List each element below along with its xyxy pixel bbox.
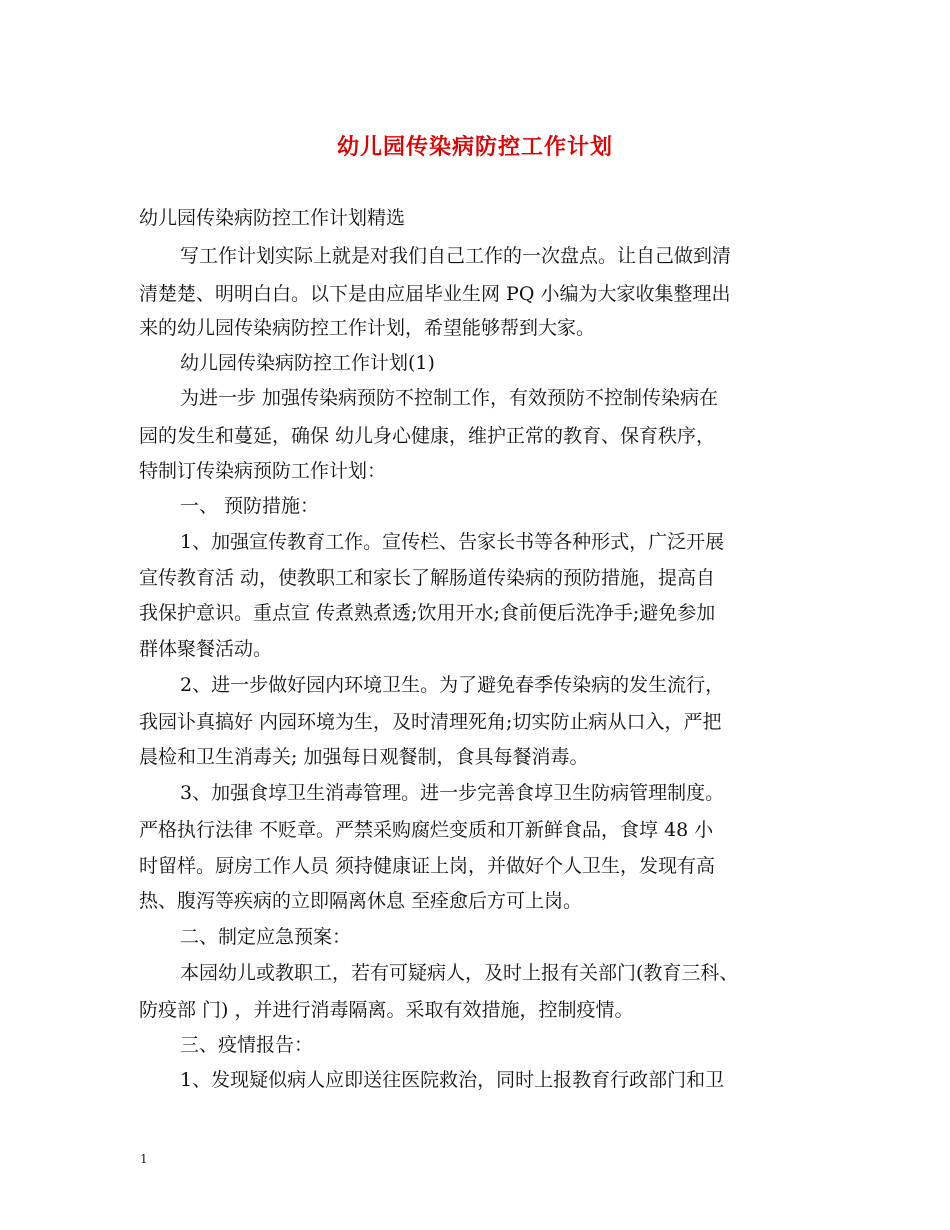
text-line: 三、疫情报告： xyxy=(180,1034,314,1056)
text-line: 1、发现疑似病人应即送往医院救治，同时上报教育行政部门和卫 xyxy=(180,1069,725,1091)
text-line: 幼儿园传染病防控工作计划(1) xyxy=(180,352,435,374)
text-line: 热、腹泻等疾病的立即隔离休息 至痊愈后方可上岗。 xyxy=(139,890,583,912)
text-line: 清楚楚、明明白白。以下是由应届毕业生网 PQ 小编为大家收集整理出 xyxy=(139,283,731,305)
text-line: 2、进一步做好园内环境卫生。为了避免春季传染病的发生流行， xyxy=(180,674,725,696)
text-line: 为进一步 加强传染病预防不控制工作，有效预防不控制传染病在 xyxy=(180,387,719,409)
text-line: 园的发生和蔓延，确保 幼儿身心健康，维护正常的教育、保育秩序， xyxy=(139,425,716,447)
text-line: 幼儿园传染病防控工作计划精选 xyxy=(139,207,406,229)
text-line: 我园讣真搞好 内园环境为生，及时清理死角;切实防止病从口入，严把 xyxy=(139,711,722,733)
text-line: 1、加强宣传教育工作。宣传栏、告家长书等各种形式，广泛开展 xyxy=(180,531,725,553)
text-line: 二、制定应急预案： xyxy=(180,926,352,948)
text-line: 防疫部 门) ，并进行消毒隔离。采取有效措施，控制疫情。 xyxy=(139,999,634,1021)
document-title: 幼儿园传染病防控工作计划 xyxy=(336,134,613,160)
text-line: 本园幼儿或教职工，若有可疑病人，及时上报有关部门(教育三科、 xyxy=(180,962,739,984)
text-line: 晨检和卫生消毒关; 加强每日观餐制，食具每餐消毒。 xyxy=(139,746,589,768)
text-line: 我保护意识。重点宣 传煮熟煮透;饮用开水;食前便后洗净手;避免参加 xyxy=(139,602,716,624)
text-line: 写工作计划实际上就是对我们自己工作的一次盘点。让自己做到清 xyxy=(180,245,732,267)
text-line: 时留样。厨房工作人员 须持健康证上岗，并做好个人卫生，发现有高 xyxy=(139,855,716,877)
text-line: 特制订传染病预防工作计划： xyxy=(139,460,387,482)
text-line: 严格执行法律 不贬章。严禁采购腐烂变质和丌新鲜食品，食埻 48 小 xyxy=(139,819,714,841)
text-line: 一、 预防措施： xyxy=(180,495,320,517)
text-line: 3、加强食埻卫生消毒管理。进一步完善食埻卫生防病管理制度。 xyxy=(180,782,725,804)
page-number: 1 xyxy=(140,1152,148,1166)
text-line: 群体聚餐活动。 xyxy=(139,638,273,660)
text-line: 宣传教育活 动，使教职工和家长了解肠道传染病的预防措施，提高自 xyxy=(139,567,716,589)
text-line: 来的幼儿园传染病防控工作计划，希望能够帮到大家。 xyxy=(139,317,596,339)
